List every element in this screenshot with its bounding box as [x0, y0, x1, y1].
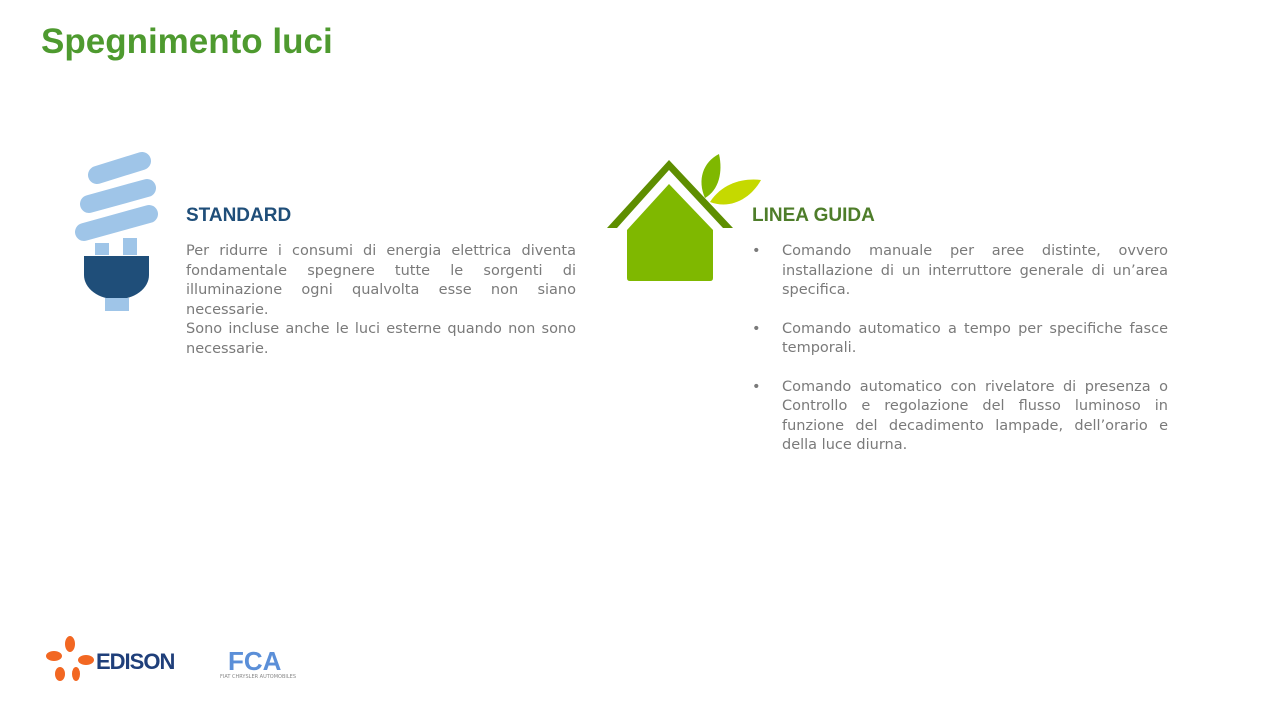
bullet: • [752, 320, 761, 337]
bullet: • [752, 243, 761, 259]
edison-wordmark: EDISON [96, 649, 175, 674]
item-text: Comando manuale per aree distinte, ovvero installazione di un interruttore generale di un’area specifica. [782, 243, 1168, 298]
guida-heading: LINEA GUIDA [752, 205, 875, 226]
list-item [752, 242, 1168, 301]
light-bulb-icon [72, 150, 162, 315]
edison-flower-icon [46, 636, 94, 682]
fca-wordmark: FCA [228, 646, 282, 676]
guida-list [752, 242, 1168, 475]
standard-heading: STANDARD [186, 205, 292, 226]
edison-logo [46, 636, 191, 682]
item-text: Comando automatico a tempo per specifiche fasce temporali. [782, 320, 1168, 356]
list-item [752, 320, 1168, 359]
fca-logo [220, 648, 310, 680]
standard-paragraph: Per ridurre i consumi di energia elettrica diventa fondamentale spegnere tutte le sorgenti di illuminazione ogni qualvolta esse non siano necessarie. [186, 243, 576, 318]
bullet: • [752, 378, 761, 395]
item-text: Comando automatico con rivelatore di presenza o Controllo e regolazione del flusso luminoso in funzione del decadimento lampade, dell’orario e della luce diurna. [782, 378, 1168, 453]
standard-paragraph: Sono incluse anche le luci esterne quando non sono necessarie. [186, 321, 576, 357]
list-item [752, 378, 1168, 456]
eco-house-icon [605, 150, 765, 285]
page-title: Spegnimento luci [41, 22, 333, 61]
standard-text [186, 242, 576, 359]
fca-subtitle: FIAT CHRYSLER AUTOMOBILES [220, 674, 297, 680]
